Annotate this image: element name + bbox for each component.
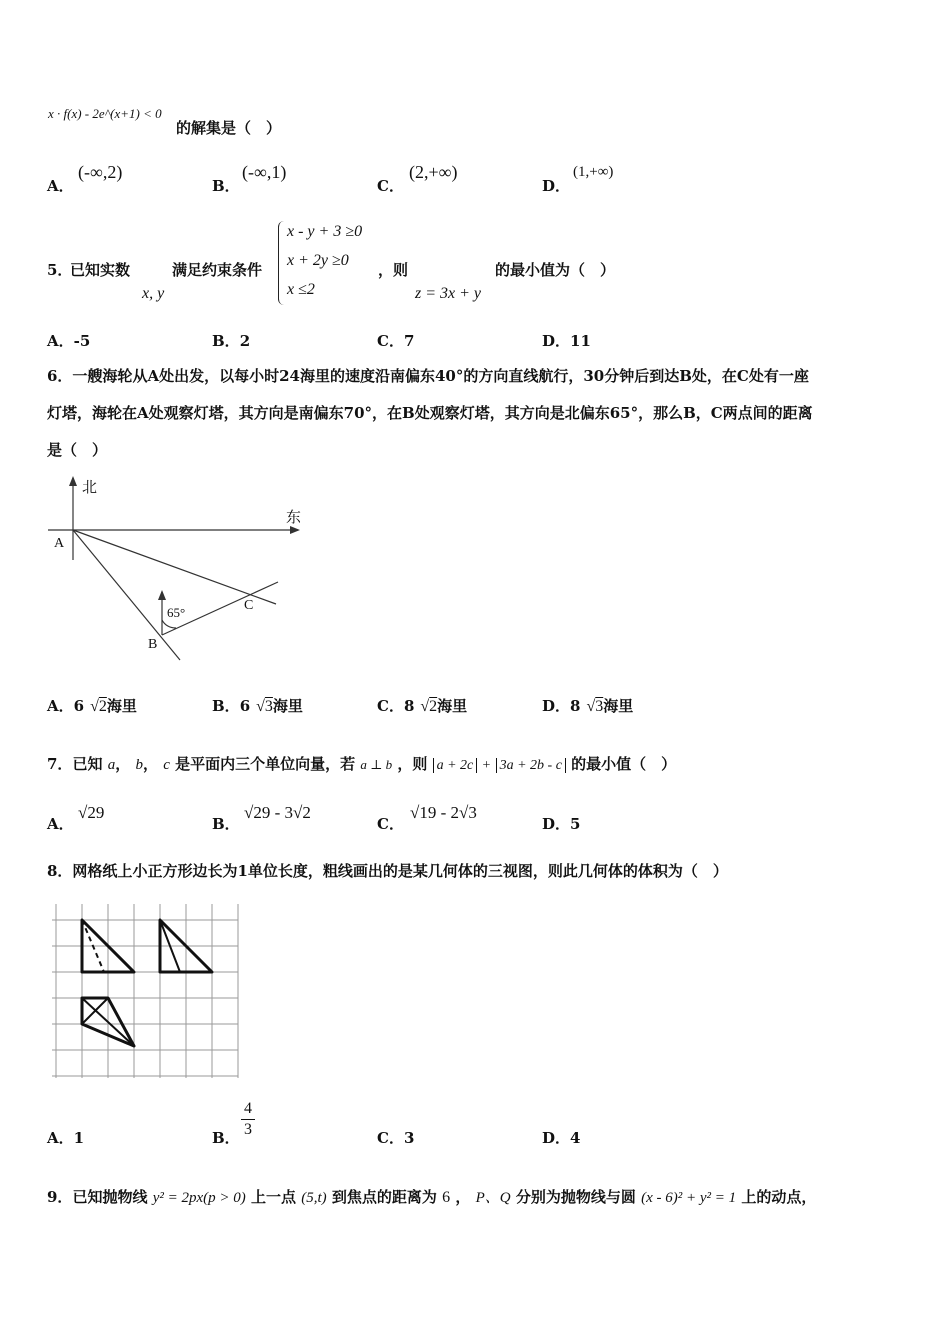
q5-text-4: 的最小值为（ ）: [495, 261, 616, 279]
q8-option-d[interactable]: D．4: [542, 1129, 581, 1147]
vector-a: a: [107, 757, 116, 773]
q4-option-a-value: (-∞,2): [78, 162, 123, 182]
q5-text-3: ，则: [378, 261, 409, 279]
distance-value: 6: [442, 1189, 451, 1206]
q5-text-1: 已知实数: [70, 261, 131, 279]
abs-expr-1: a + 2c: [433, 758, 478, 773]
fraction-denominator: 3: [244, 1121, 252, 1138]
q5-option-c[interactable]: C．7: [377, 332, 415, 350]
q8-option-b[interactable]: B．: [212, 1129, 240, 1147]
label-angle: 65°: [167, 605, 186, 620]
circle-equation: (x - 6)² + y² = 1: [641, 1190, 737, 1206]
q6-option-b[interactable]: B．6 √3海里: [212, 697, 303, 715]
q7-option-a-value: √29: [78, 803, 105, 822]
q9-stem: 9．已知抛物线 y² = 2px(p > 0) 上一点 (5,t) 到焦点的距离为 6 ， P、Q 分别为抛物线与圆 (x - 6)² + y² = 1 上的动点，: [47, 1188, 817, 1206]
label-c: C: [244, 598, 254, 613]
parabola-equation: y² = 2px(p > 0): [152, 1190, 246, 1206]
q4-inequality: x · f(x) - 2e^(x+1) < 0: [48, 106, 162, 121]
q7-option-c-value: √19 - 2√3: [410, 803, 477, 822]
q8-option-b-fraction: [241, 1100, 255, 1139]
east-arrowhead: [290, 526, 300, 534]
label-east: 东: [286, 510, 302, 526]
q4-option-a[interactable]: A．: [47, 177, 74, 195]
q5-number: 5．: [47, 261, 73, 279]
q5-constraint-1: x - y + 3 ≥0: [287, 223, 363, 240]
q6-option-d[interactable]: D．8 √3海里: [542, 697, 634, 715]
q6-line-1: 6．一艘海轮从A处出发，以每小时24海里的速度沿南偏东40°的方向直线航行，30分钟后到达B处，在C处有一座: [47, 367, 809, 385]
label-north: 北: [82, 480, 98, 496]
q4-option-c-value: (2,+∞): [409, 162, 458, 182]
q5-constraint-system: [278, 221, 369, 305]
vector-c: c: [163, 757, 170, 773]
q7-option-b-value: √29 - 3√2: [244, 803, 311, 822]
q5-objective: z = 3x + y: [415, 285, 482, 302]
q7-option-a[interactable]: A．: [47, 815, 74, 833]
angle-arc: [162, 620, 176, 628]
abs-expr-2: 3a + 2b - c: [496, 758, 566, 773]
q4-option-b[interactable]: B．: [212, 177, 240, 195]
q5-option-d[interactable]: D．11: [542, 332, 591, 350]
q5-constraint-2: x + 2y ≥0: [287, 252, 349, 269]
q4-prompt: 的解集是（ ）: [176, 119, 282, 137]
vector-b: b: [135, 757, 143, 773]
q8-option-c[interactable]: C．3: [377, 1129, 415, 1147]
q8-stem: 8．网格纸上小正方形边长为1单位长度，粗线画出的是某几何体的三视图，则此几何体的体积为（ ）: [47, 862, 728, 880]
q7-option-d[interactable]: D．5: [542, 815, 581, 833]
q5-text-2: 满足约束条件: [172, 261, 263, 279]
q4-option-b-value: (-∞,1): [242, 162, 287, 182]
q8-option-a[interactable]: A．1: [47, 1129, 85, 1147]
north-at-b-arrowhead: [158, 590, 166, 600]
grid-lines: [52, 904, 238, 1078]
q5-option-a[interactable]: A．-5: [47, 332, 91, 350]
north-arrowhead: [69, 476, 77, 486]
points-pq: P、Q: [475, 1190, 511, 1206]
q5-vars: x, y: [142, 285, 165, 302]
q7-option-b[interactable]: B．: [212, 815, 240, 833]
fraction-numerator: 4: [244, 1100, 252, 1117]
q5-constraint-3: x ≤2: [287, 281, 315, 298]
q4-option-d-value: (1,+∞): [573, 164, 614, 180]
q5-option-b[interactable]: B．2: [212, 332, 251, 350]
perp-condition: a ⊥ b: [360, 757, 393, 772]
point-expr: (5,t): [301, 1190, 327, 1206]
q6-line-3: 是（ ）: [47, 441, 108, 459]
q6-option-c[interactable]: C．8 √2海里: [377, 697, 468, 715]
q6-navigation-figure: [40, 470, 310, 670]
q7-stem: 7．已知 a， b， c 是平面内三个单位向量，若 a ⊥ b ，则 a + 2c + 3a + 2b - c 的最小值（ ）: [47, 755, 677, 773]
q6-line-2: 灯塔，海轮在A处观察灯塔，其方向是南偏东70°，在B处观察灯塔，其方向是北偏东65°，那么B，C两点间的距离: [47, 404, 813, 422]
label-a: A: [54, 536, 65, 551]
q7-option-c[interactable]: C．: [377, 815, 404, 833]
label-b: B: [148, 637, 158, 652]
q6-option-a[interactable]: A．6 √2海里: [47, 697, 137, 715]
q4-option-d[interactable]: D．: [542, 177, 571, 195]
q4-option-c[interactable]: C．: [377, 177, 404, 195]
q8-three-view-grid: [52, 900, 242, 1080]
